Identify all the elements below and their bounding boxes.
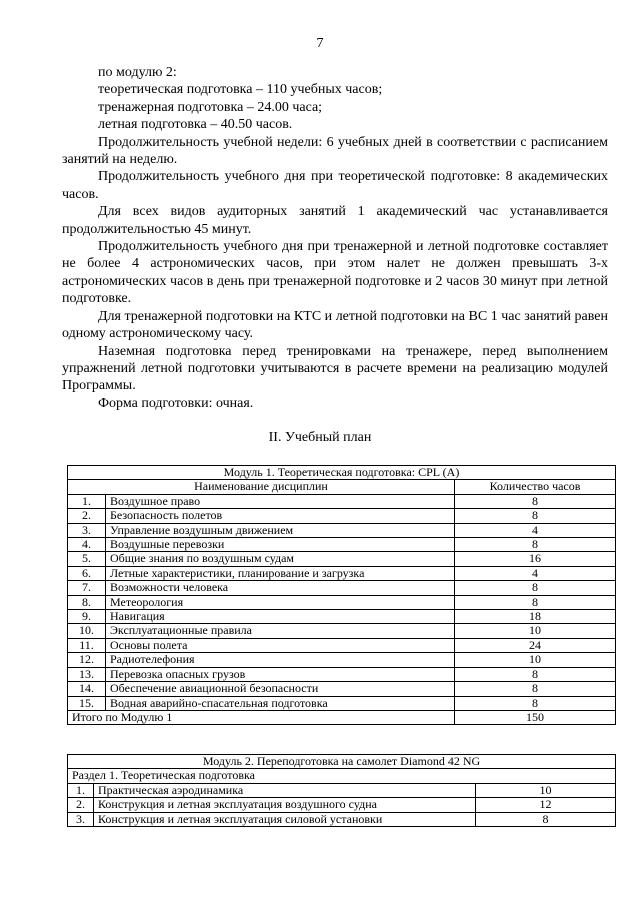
table-row xyxy=(68,667,616,681)
hours-value: 8 xyxy=(455,696,616,710)
col-header-name: Наименование дисциплин xyxy=(68,480,455,494)
hours-value: 8 xyxy=(455,595,616,609)
row-number: 4. xyxy=(68,538,106,552)
row-number: 3. xyxy=(68,523,106,537)
hours-value: 8 xyxy=(455,667,616,681)
table-row xyxy=(68,494,616,508)
row-number: 2. xyxy=(68,798,94,812)
discipline-name: Конструкция и летная эксплуатация силовой установки xyxy=(94,812,476,826)
hours-value: 8 xyxy=(476,812,616,826)
paragraph: Продолжительность учебного дня при тренажерной и летной подготовке составляет не более 4 астрономических часов, при этом налет не должен превышать 3-х астрономических часов в день при тренажерной подготовке и 2 часов 30 минут при летной подготовке. xyxy=(62,239,608,307)
discipline-name: Водная аварийно-спасательная подготовка xyxy=(106,696,455,710)
hours-value: 8 xyxy=(455,494,616,508)
table-row xyxy=(68,638,616,652)
hours-value: 4 xyxy=(455,566,616,580)
table-row xyxy=(68,682,616,696)
row-number: 1. xyxy=(68,494,106,508)
row-number: 14. xyxy=(68,682,106,696)
total-label: Итого по Модулю 1 xyxy=(68,710,455,724)
hours-value: 10 xyxy=(455,653,616,667)
hours-value: 24 xyxy=(455,638,616,652)
row-number: 11. xyxy=(68,638,106,652)
table-row xyxy=(68,798,616,812)
table-row xyxy=(68,581,616,595)
discipline-name: Общие знания по воздушным судам xyxy=(106,552,455,566)
row-number: 3. xyxy=(68,812,94,826)
row-number: 8. xyxy=(68,595,106,609)
page-number: 7 xyxy=(316,36,324,51)
col-header-hours: Количество часов xyxy=(455,480,616,494)
discipline-name: Воздушное право xyxy=(106,494,455,508)
discipline-name: Управление воздушным движением xyxy=(106,523,455,537)
paragraph: летная подготовка – 40.50 часов. xyxy=(98,117,293,133)
hours-value: 4 xyxy=(455,523,616,537)
total-hours: 150 xyxy=(455,710,616,724)
module2-table xyxy=(67,754,616,827)
hours-value: 10 xyxy=(476,783,616,797)
paragraph: Продолжительность учебного дня при теоретической подготовке: 8 академических часов. xyxy=(62,169,608,202)
table-row xyxy=(68,812,616,826)
module1-title: Модуль 1. Теоретическая подготовка: CPL (A) xyxy=(68,466,616,480)
row-number: 12. xyxy=(68,653,106,667)
discipline-name: Навигация xyxy=(106,610,455,624)
paragraph: Продолжительность учебной недели: 6 учебных дней в соответствии с расписанием занятий на неделю. xyxy=(62,134,608,168)
discipline-name: Эксплуатационные правила xyxy=(106,624,455,638)
hours-value: 8 xyxy=(455,509,616,523)
hours-value: 18 xyxy=(455,610,616,624)
module2-section-label: Раздел 1. Теоретическая подготовка xyxy=(68,769,616,783)
table-row xyxy=(68,653,616,667)
table-row xyxy=(68,552,616,566)
discipline-name: Радиотелефония xyxy=(106,653,455,667)
row-number: 15. xyxy=(68,696,106,710)
row-number: 7. xyxy=(68,581,106,595)
table-row xyxy=(68,595,616,609)
discipline-name: Воздушные перевозки xyxy=(106,538,455,552)
row-number: 10. xyxy=(68,624,106,638)
paragraph: теоретическая подготовка – 110 учебных часов; xyxy=(98,82,383,98)
hours-value: 10 xyxy=(455,624,616,638)
paragraph: Для тренажерной подготовки на КТС и летной подготовки на ВС 1 час занятий равен одному астрономическому часу. xyxy=(62,308,608,342)
table-row xyxy=(68,783,616,797)
row-number: 1. xyxy=(68,783,94,797)
paragraph: по модулю 2: xyxy=(98,65,177,80)
row-number: 6. xyxy=(68,566,106,580)
row-number: 13. xyxy=(68,667,106,681)
discipline-name: Безопасность полетов xyxy=(106,509,455,523)
row-number: 2. xyxy=(68,509,106,523)
module1-table xyxy=(67,465,616,725)
discipline-name: Практическая аэродинамика xyxy=(94,783,476,797)
discipline-name: Конструкция и летная эксплуатация воздушного судна xyxy=(94,798,476,812)
hours-value: 16 xyxy=(455,552,616,566)
paragraph: Для всех видов аудиторных занятий 1 академический час устанавливается продолжительностью 45 минут. xyxy=(62,204,608,237)
discipline-name: Перевозка опасных грузов xyxy=(106,667,455,681)
discipline-name: Основы полета xyxy=(106,638,455,652)
discipline-name: Обеспечение авиационной безопасности xyxy=(106,682,455,696)
hours-value: 8 xyxy=(455,581,616,595)
paragraph: Форма подготовки: очная. xyxy=(98,395,254,411)
table-row xyxy=(68,538,616,552)
table-row xyxy=(68,509,616,523)
discipline-name: Летные характеристики, планирование и загрузка xyxy=(106,566,455,580)
module2-title: Модуль 2. Переподготовка на самолет Diamond 42 NG xyxy=(68,755,616,769)
table-row xyxy=(68,610,616,624)
paragraph: тренажерная подготовка – 24.00 часа; xyxy=(98,99,323,115)
table-row xyxy=(68,523,616,537)
row-number: 5. xyxy=(68,552,106,566)
hours-value: 8 xyxy=(455,682,616,696)
discipline-name: Метеорология xyxy=(106,595,455,609)
row-number: 9. xyxy=(68,610,106,624)
discipline-name: Возможности человека xyxy=(106,581,455,595)
table-row xyxy=(68,696,616,710)
table-row xyxy=(68,624,616,638)
paragraph: Наземная подготовка перед тренировками на тренажере, перед выполнением упражнений летной подготовки учитываются в расчете времени на реализацию модулей Программы. xyxy=(62,343,608,394)
table-row xyxy=(68,566,616,580)
body-text xyxy=(62,64,608,412)
hours-value: 12 xyxy=(476,798,616,812)
total-row xyxy=(68,710,616,724)
hours-value: 8 xyxy=(455,538,616,552)
section-title: II. Учебный план xyxy=(268,430,372,445)
